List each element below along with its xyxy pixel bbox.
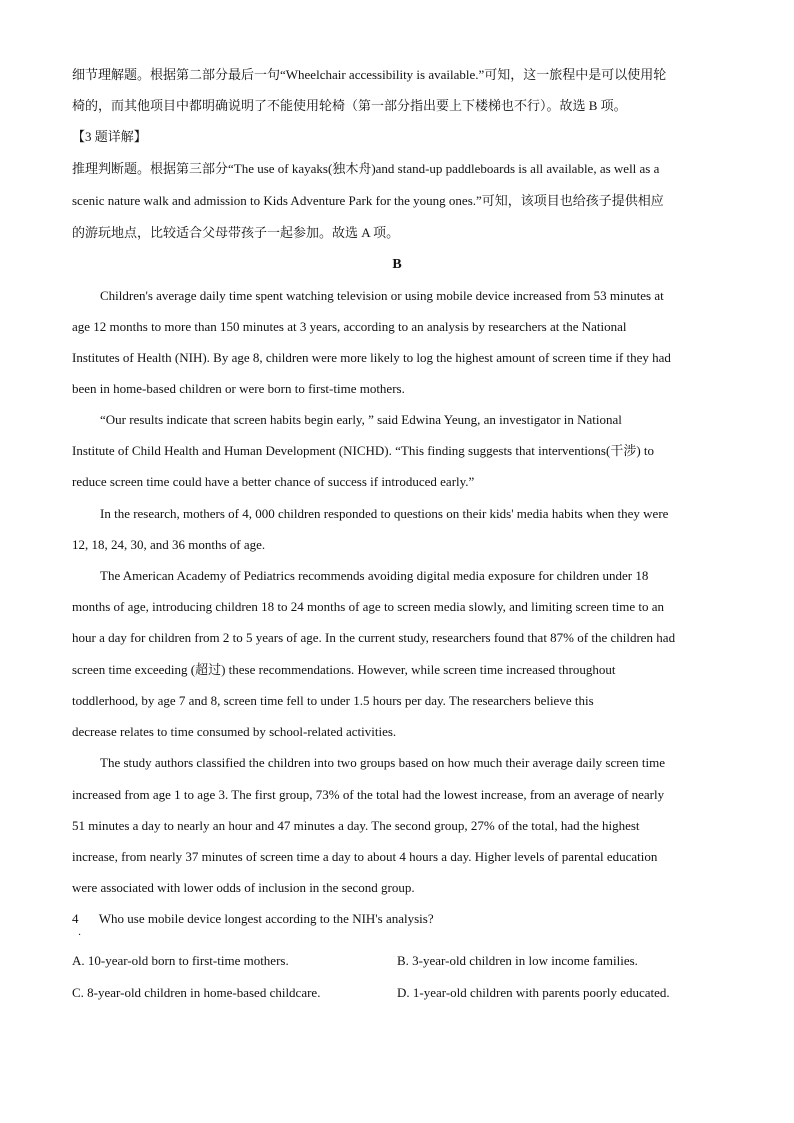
passage-line: In the research, mothers of 4, 000 children responded to questions on their kids' media habits when they were bbox=[100, 506, 669, 521]
passage-line: age 12 months to more than 150 minutes at 3 years, according to an analysis by researchers at the National bbox=[72, 319, 627, 334]
passage-line: months of age, introducing children 18 to 24 months of age to screen media slowly, and limiting screen time to an bbox=[72, 599, 664, 614]
intro-line-1: 细节理解题。根据第二部分最后一句“Wheelchair accessibility is available.”可知，这一旅程中是可以使用轮 bbox=[72, 67, 667, 82]
passage-line: toddlerhood, by age 7 and 8, screen time fell to under 1.5 hours per day. The researchers believe this bbox=[72, 693, 594, 708]
intro-line-2: 椅的，而其他项目中都明确说明了不能使用轮椅（第一部分指出要上下楼梯也不行）。故选 B 项。 bbox=[72, 98, 627, 113]
passage-line: increase, from nearly 37 minutes of screen time a day to about 4 hours a day. Higher levels of parental education bbox=[72, 849, 658, 864]
question-number: 4 bbox=[72, 911, 79, 926]
passage-line: hour a day for children from 2 to 5 years of age. In the current study, researchers found that 87% of the children had bbox=[72, 630, 676, 645]
passage-line: 12, 18, 24, 30, and 36 months of age. bbox=[72, 537, 266, 552]
q3-line-1: 推理判断题。根据第三部分“The use of kayaks(独木舟)and stand-up paddleboards is all available, as well as a bbox=[72, 161, 660, 176]
section-b-title: B bbox=[392, 257, 402, 272]
passage-line: reduce screen time could have a better chance of success if introduced early.” bbox=[72, 474, 475, 489]
passage-line: were associated with lower odds of inclusion in the second group. bbox=[72, 880, 415, 895]
q3-line-2: scenic nature walk and admission to Kids Adventure Park for the young ones.”可知，该项目也给孩子提供相应 bbox=[72, 193, 664, 208]
q3-line-3: 的游玩地点，比较适合父母带孩子一起参加。故选 A 项。 bbox=[72, 225, 400, 240]
passage-line: 51 minutes a day to nearly an hour and 47 minutes a day. The second group, 27% of the total, had the highest bbox=[72, 818, 640, 833]
passage-line: “Our results indicate that screen habits begin early, ” said Edwina Yeung, an investigator in National bbox=[100, 412, 622, 427]
passage-line: screen time exceeding (超过) these recommendations. However, while screen time increased throughout bbox=[72, 662, 616, 677]
passage-line: increased from age 1 to age 3. The first group, 73% of the total had the lowest increase, from an average of nearly bbox=[72, 787, 665, 802]
option-c: C. 8-year-old children in home-based childcare. bbox=[72, 985, 321, 1000]
passage-line: decrease relates to time consumed by school-related activities. bbox=[72, 724, 397, 739]
passage-line: Children's average daily time spent watching television or using mobile device increased from 53 minutes at bbox=[100, 288, 664, 303]
question-4-stem bbox=[72, 910, 732, 928]
passage-line: The study authors classified the children into two groups based on how much their average daily screen time bbox=[100, 755, 665, 770]
passage-line: Institute of Child Health and Human Development (NICHD). “This finding suggests that interventions(干涉) to bbox=[72, 443, 655, 458]
option-a: A. 10-year-old born to first-time mothers. bbox=[72, 953, 289, 968]
passage-line: Institutes of Health (NIH). By age 8, children were more likely to log the highest amount of screen time if they had bbox=[72, 350, 671, 365]
question-number-dot: ． bbox=[78, 927, 88, 938]
passage-line: been in home-based children or were born to first-time mothers. bbox=[72, 381, 405, 396]
option-b: B. 3-year-old children in low income families. bbox=[397, 953, 638, 968]
question-text: Who use mobile device longest according to the NIH's analysis? bbox=[98, 911, 434, 926]
passage-line: The American Academy of Pediatrics recommends avoiding digital media exposure for children under 18 bbox=[100, 568, 649, 583]
option-d: D. 1-year-old children with parents poorly educated. bbox=[397, 985, 670, 1000]
q3-header: 【3 题详解】 bbox=[72, 129, 147, 144]
